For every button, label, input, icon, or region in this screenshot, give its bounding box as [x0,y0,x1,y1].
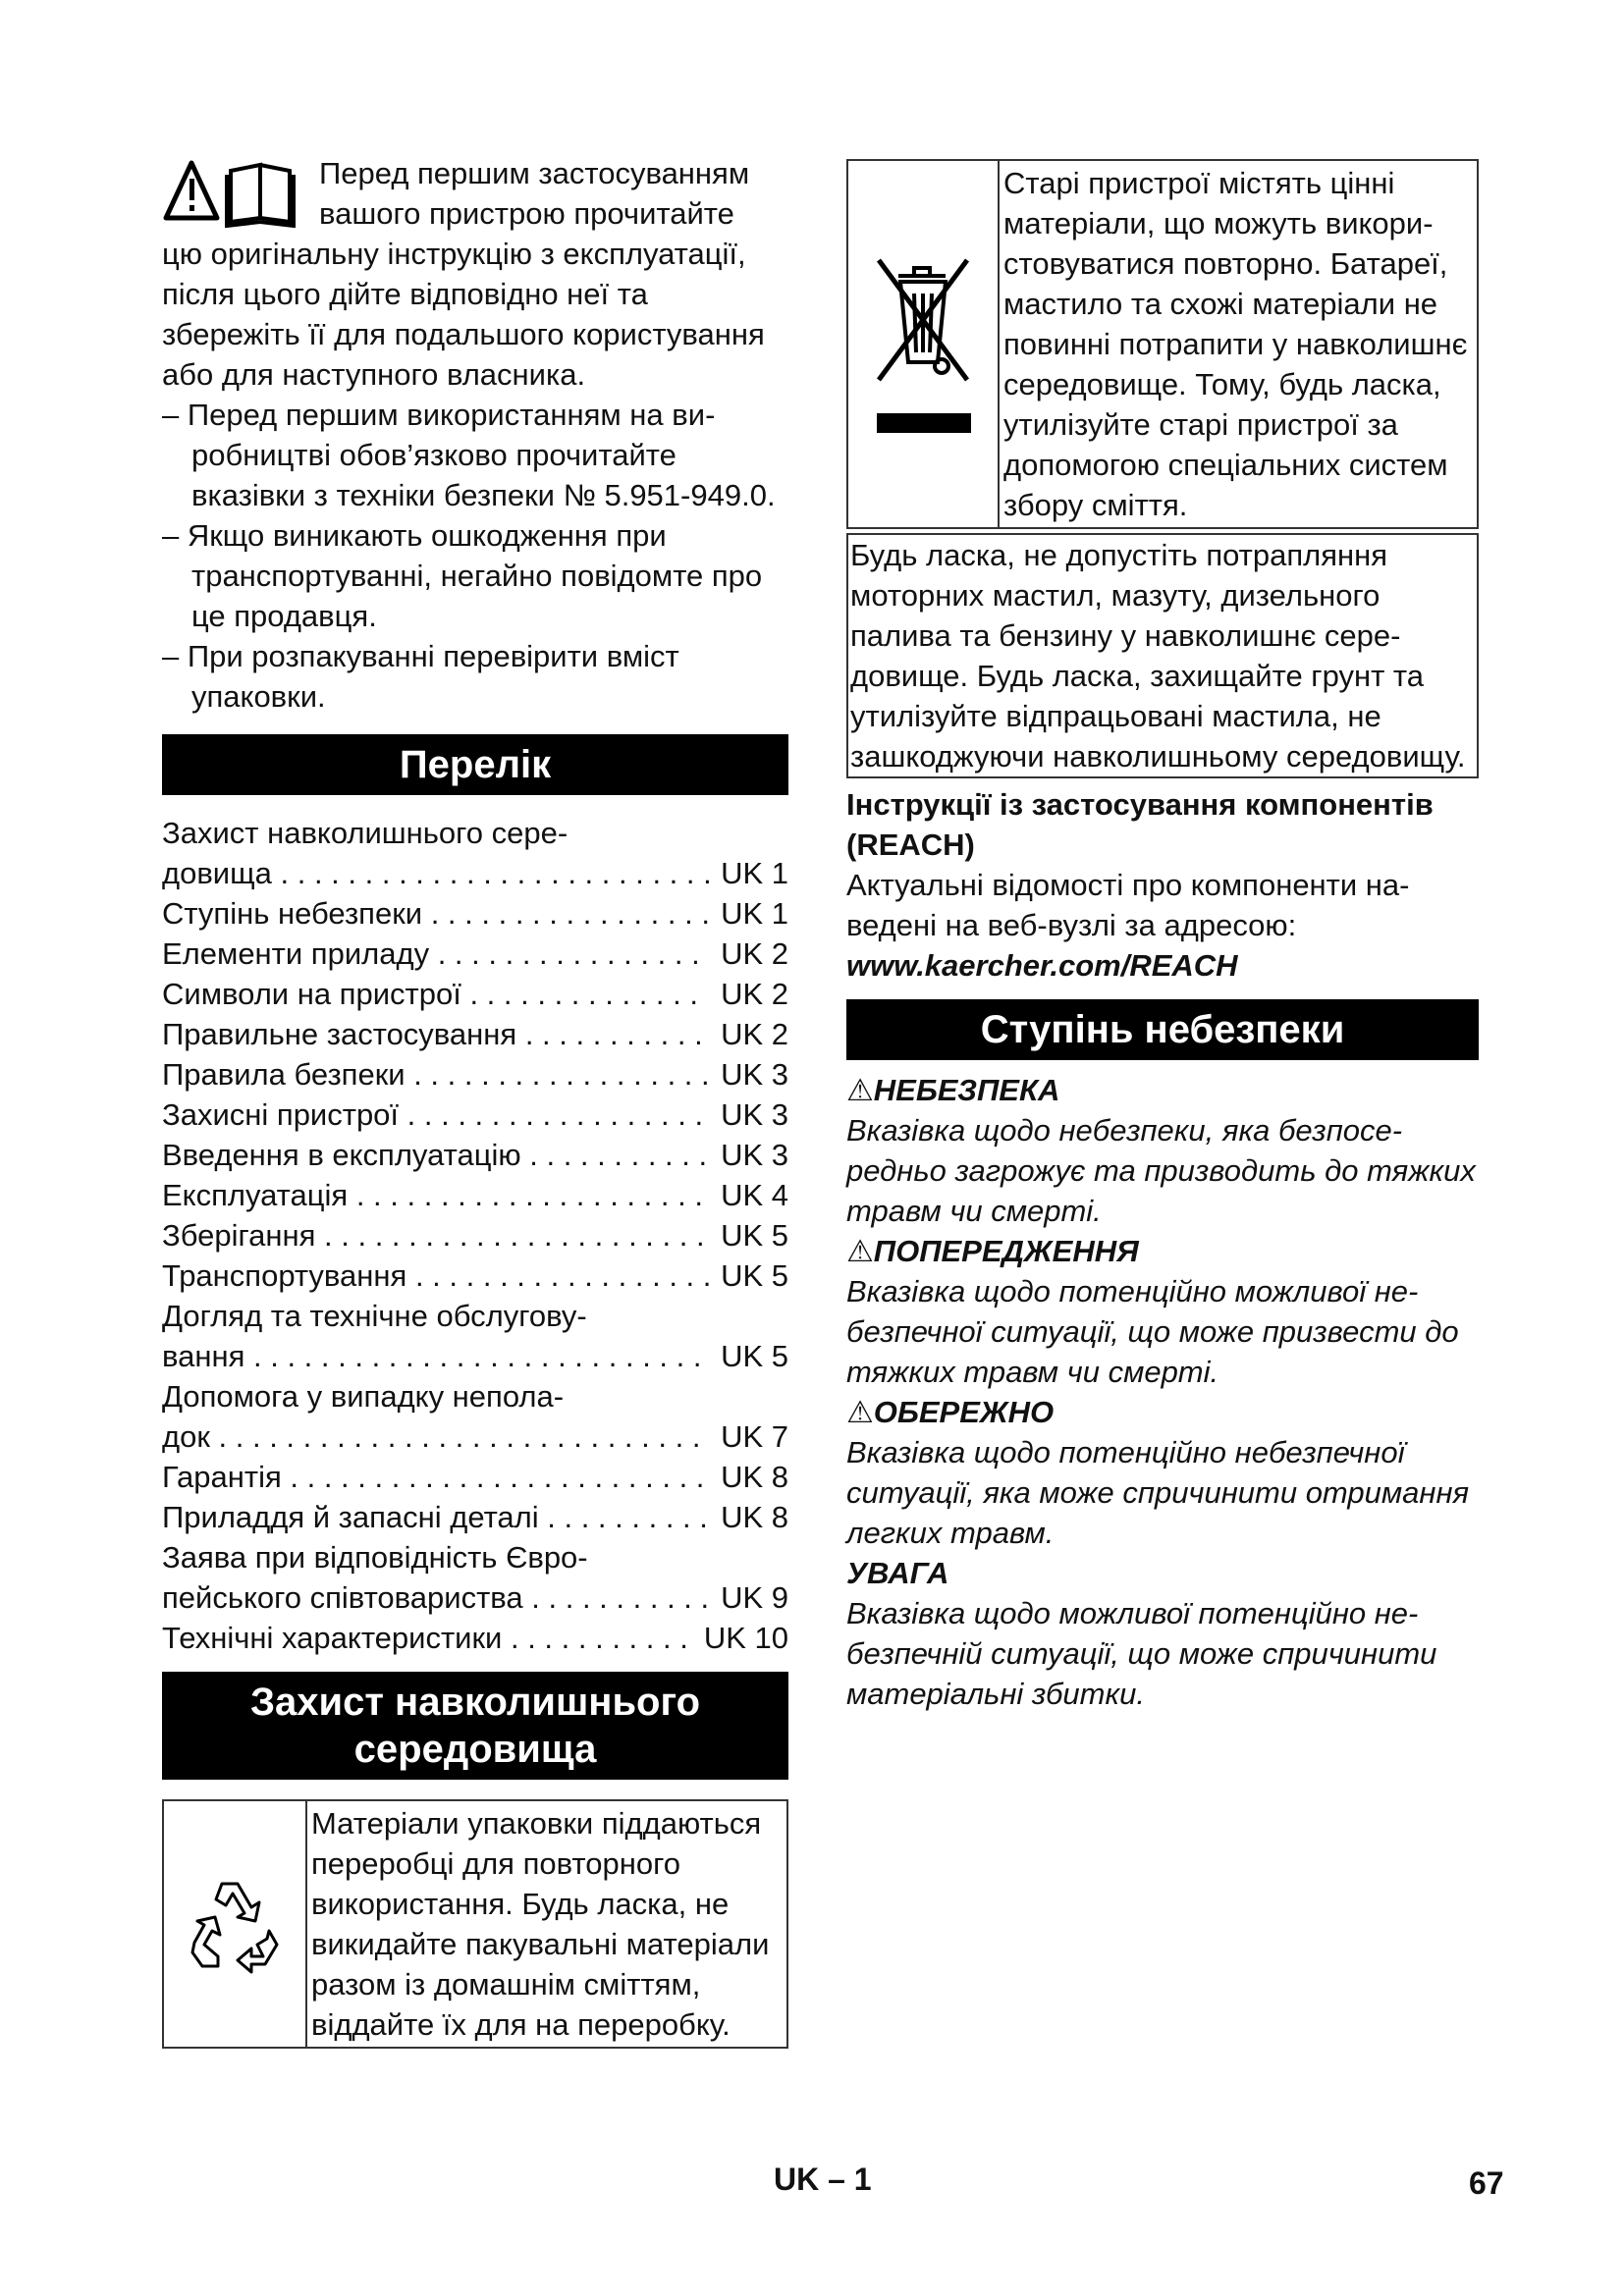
right-column [846,159,1479,1714]
toc-row[interactable] [162,893,788,934]
toc-page: UK 2 [721,936,788,971]
toc-row[interactable] [162,974,788,1014]
toc-row[interactable] [162,1054,788,1095]
toc-row[interactable] [162,1095,788,1135]
toc-title: вання . . . [162,1336,709,1376]
toc-page: UK 1 [721,896,788,931]
toc-title: Транспортування . . . [162,1255,709,1296]
toc-title: Символи на пристрої . . . [162,974,709,1014]
hazard-text: Вказівка щодо потенційно небезпечної ситуації, яка може спричинити отримання легких травм. [846,1435,1470,1550]
oil-warning-box: Будь ласка, не допустіть потрапляння моторних мастил, мазуту, дизельного палива та бензину у навколишнє середовище. Будь ласка, захищайте грунт та утилізуйте відпрацьовані мастила, не зашкоджуючи навколишньому середовищу. [846,533,1479,778]
toc-page: UK 5 [721,1258,788,1293]
warning-triangle-icon: ⚠ [846,1395,874,1429]
toc-title: Захисні пристрої . . . [162,1095,709,1135]
toc-page: UK 2 [721,1017,788,1051]
bin-icon-cell [848,161,1000,527]
intro-paragraph [162,153,788,395]
toc-row[interactable] [162,1014,788,1054]
hazard-label-warning: ⚠ПОПЕРЕДЖЕННЯ [846,1234,1139,1268]
reach-link[interactable]: www.kaercher.com/REACH [846,948,1238,983]
environment-heading-line-1: Захист навколишнього [249,1681,701,1724]
reach-title: Інструкції із застосування компонентів (REACH) [846,787,1434,862]
toc-title: Ступінь небезпеки . . . [162,893,709,934]
left-column [162,153,788,2049]
toc-title: Введення в експлуатацію . . . [162,1135,709,1175]
toc-title: Елементи приладу . . . [162,934,709,974]
footer-section-code: UK – 1 [774,2162,872,2197]
crossed-bin-icon [859,246,987,443]
toc-row[interactable] [162,1618,788,1658]
table-of-contents [162,813,788,1658]
toc-page: UK 5 [721,1339,788,1373]
list-item: – При розпакуванні перевірити вміст упаковки. [162,639,679,714]
recycle-icon-cell [164,1801,307,2047]
toc-row[interactable] [162,1135,788,1175]
toc-title: пейського співтовариства . . . [162,1577,709,1618]
toc-row[interactable] [162,1577,788,1618]
toc-page: UK 7 [721,1419,788,1454]
recycle-icon [181,1870,289,1978]
environment-heading [162,1672,788,1780]
toc-row[interactable] [162,1336,788,1376]
environment-heading-line-2: середовища [353,1728,597,1771]
disposal-box [846,159,1479,529]
toc-row[interactable] [162,1457,788,1497]
footer-page-number: 67 [1469,2165,1504,2201]
toc-title: Зберігання . . . [162,1215,709,1255]
toc-page: UK 9 [721,1580,788,1615]
toc-row[interactable] [162,1255,788,1296]
recycle-text: Матеріали упаковки піддаються переробці для повторного використання. Будь ласка, не викидайте пакувальні матеріали разом із домашнім сміттям, віддайте їх для на переробку. [311,1806,770,2042]
toc-page: UK 8 [721,1460,788,1494]
hazard-heading: Ступінь небезпеки [846,999,1479,1060]
intro-line-2: вашого пристрою прочитайте [319,196,734,231]
toc-heading: Перелік [162,734,788,795]
list-item: – Якщо виникають ошкодження при транспортуванні, негайно повідомте про це продавця. [162,518,763,633]
toc-page: UK 3 [721,1057,788,1092]
hazard-text: Вказівка щодо можливої потенційно небезпечній ситуації, що може спричинити матеріальні збитки. [846,1596,1437,1711]
toc-title: док . . . [162,1416,709,1457]
toc-row[interactable] [162,934,788,974]
toc-page: UK 4 [721,1178,788,1212]
toc-title: Правила безпеки . . . [162,1054,709,1095]
toc-page: UK 3 [721,1138,788,1172]
toc-title: Допомога у випадку непола- [162,1379,565,1414]
toc-row[interactable] [162,1537,788,1577]
warning-triangle-icon: ⚠ [846,1073,874,1107]
toc-row[interactable] [162,1175,788,1215]
warning-triangle-icon: ⚠ [846,1234,874,1268]
list-item: – Перед першим використанням на виробництві обов’язково прочитайте вказівки з техніки безпеки № 5.951-949.0. [162,398,776,512]
disposal-text: Старі пристрої містять цінні матеріали, що можуть використовуватися повторно. Батареї, мастило та схожі матеріали не повинні потрапити у навколишнє середовище. Тому, будь ласка, утилізуйте старі пристрої за допомогою спеціальних систем збору сміття. [1003,166,1468,522]
toc-row[interactable] [162,1497,788,1537]
hazard-label-caution: ⚠ОБЕРЕЖНО [846,1395,1055,1429]
toc-row[interactable] [162,1416,788,1457]
hazard-label-notice: УВАГА [846,1556,949,1590]
hazard-label-danger: ⚠НЕБЕЗПЕКА [846,1073,1060,1107]
toc-page: UK 1 [721,856,788,890]
reach-text: Актуальні відомості про компоненти наведені на веб-вузлі за адресою: [846,868,1410,942]
toc-page: UK 5 [721,1218,788,1253]
toc-row[interactable] [162,853,788,893]
toc-title: Приладдя й запасні деталі . . . [162,1497,709,1537]
toc-page: UK 3 [721,1097,788,1132]
toc-title: Експлуатація . . . [162,1175,709,1215]
toc-page: UK 10 [703,1621,788,1655]
hazard-text: Вказівка щодо потенційно можливої небезпечної ситуації, що може призвести до тяжких травм чи смерті. [846,1274,1459,1389]
warning-manual-icon [162,157,307,228]
toc-title: Захист навколишнього сере- [162,816,568,850]
toc-title: Технічні характеристики . . . [162,1618,692,1658]
toc-title: Заява при відповідність Євро- [162,1540,588,1575]
toc-row[interactable] [162,1296,788,1336]
toc-title: Гарантія . . . [162,1457,709,1497]
toc-row[interactable] [162,813,788,853]
toc-title: довища . . . [162,853,709,893]
hazard-text: Вказівка щодо небезпеки, яка безпосередньо загрожує та призводить до тяжких травм чи смерті. [846,1113,1476,1228]
toc-page: UK 8 [721,1500,788,1534]
hazard-list [846,1070,1479,1714]
intro-rest: цю оригінальну інструкцію з експлуатації, після цього дійте відповідно неї та збережіть її для подальшого користування або для наступного власника. [162,237,765,392]
toc-title: Правильне застосування . . . [162,1014,709,1054]
toc-page: UK 2 [721,977,788,1011]
toc-row[interactable] [162,1215,788,1255]
intro-line-1: Перед першим застосуванням [319,156,750,190]
toc-title: Догляд та технічне обслугову- [162,1299,587,1333]
recycle-box [162,1799,788,2049]
toc-row[interactable] [162,1376,788,1416]
